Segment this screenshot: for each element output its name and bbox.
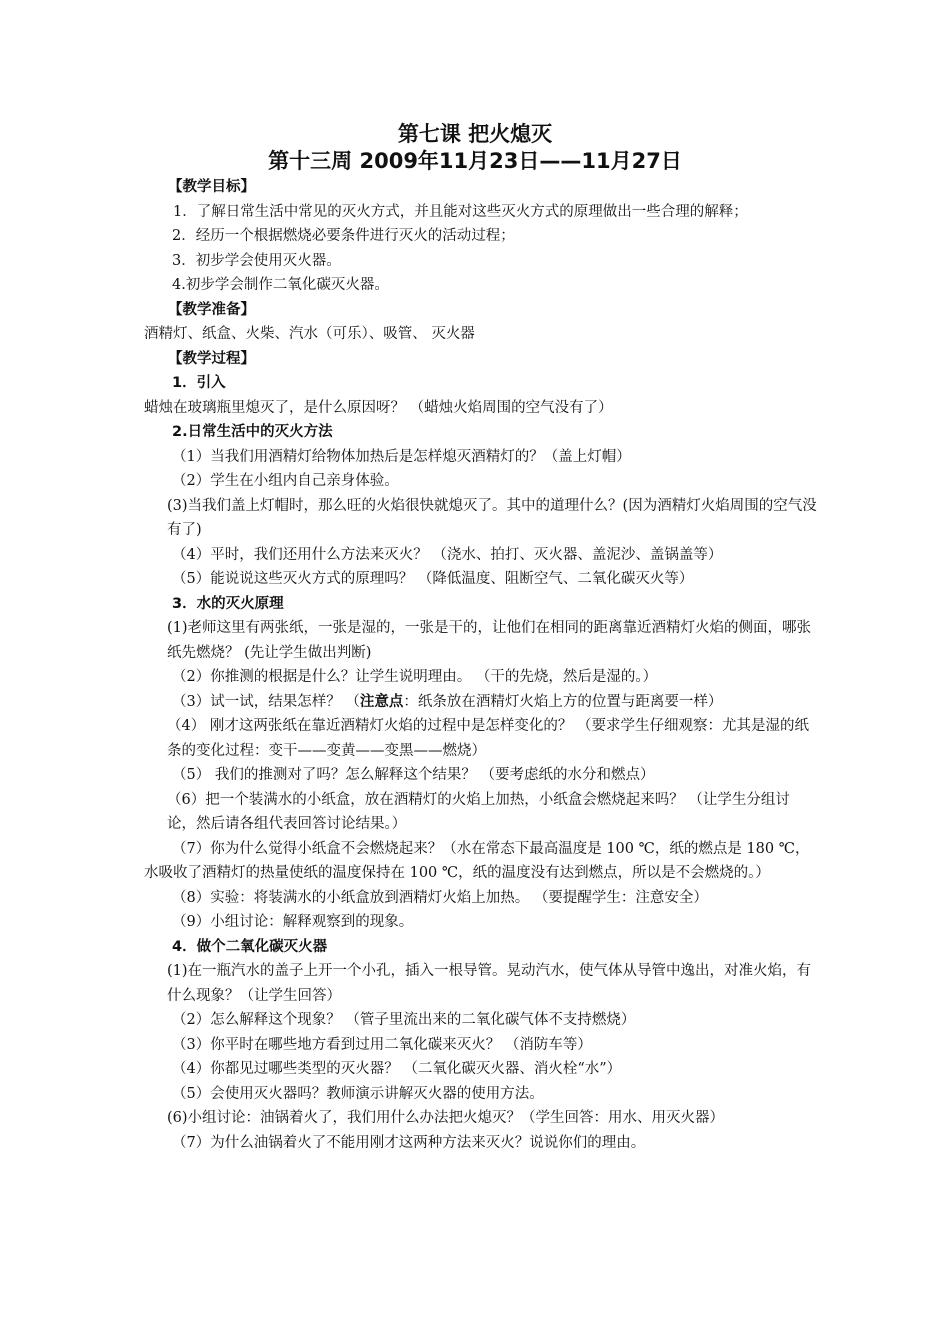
step-item: （5） 我们的推测对了吗？怎么解释这个结果？ （要考虑纸的水分和燃点） xyxy=(172,767,655,783)
step-item xyxy=(172,690,812,715)
section-header: 3．水的灭火原理 xyxy=(172,595,284,612)
section-header: 2.日常生活中的灭火方法 xyxy=(172,424,333,440)
goal-item: 1．了解日常生活中常见的灭火方式，并且能对这些灭火方式的原理做出一些合理的解释； xyxy=(173,203,748,220)
step-item: （5）能说说这些灭火方式的原理吗？ （降低温度、阻断空气、二氧化碳灭火等） xyxy=(172,571,694,587)
step-item: （3）你平时在哪些地方看到过用二氧化碳来灭火？ （消防车等） xyxy=(172,1036,592,1053)
goals-header: 【教学目标】 xyxy=(168,179,255,195)
step-item: （2）学生在小组内自己亲身体验。 xyxy=(172,473,399,489)
step-item: （8）实验：将装满水的小纸盒放到酒精灯火焰上加热。 （要提醒学生：注意安全） xyxy=(172,889,708,906)
step-item: (3)当我们盖上灯帽时，那么旺的火焰很快就熄灭了。其中的道理什么？(因为酒精灯火焰周围的空气没有了) xyxy=(167,497,817,538)
section-text: 蜡烛在玻璃瓶里熄灭了，是什么原因呀？ （蜡烛火焰周围的空气没有了） xyxy=(144,399,613,416)
prep-text: 酒精灯、纸盒、火柴、汽水（可乐）、吸管、 灭火器 xyxy=(144,326,475,342)
step-text: （3）试一试，结果怎样？ （ xyxy=(172,693,360,710)
step-item: (1)老师这里有两张纸，一张是湿的，一张是干的，让他们在相同的距离靠近酒精灯火焰的侧面，哪张纸先燃烧？ (先让学生做出判断) xyxy=(167,620,812,661)
step-item: （7）为什么油锅着火了不能用刚才这两种方法来灭火？说说你们的理由。 xyxy=(172,1134,646,1151)
goal-item: 2．经历一个根据燃烧必要条件进行灭火的活动过程； xyxy=(172,228,515,244)
step-item: （4）你都见过哪些类型的灭火器？ （二氧化碳灭火器、消火栓“水”） xyxy=(172,1061,622,1077)
step-item: （7）你为什么觉得小纸盒不会燃烧起来？（水在常态下最高温度是 100 ℃，纸的燃点是 180 ℃，水吸收了酒精灯的热量使纸的温度保持在 100 ℃，纸的温度没有达到燃点，所以是不会燃烧的。） xyxy=(144,840,810,881)
lesson-body xyxy=(144,175,817,1155)
step-item: （2）你推测的根据是什么？让学生说明理由。 （干的先烧，然后是湿的。） xyxy=(172,669,658,685)
step-item: （9）小组讨论：解释观察到的现象。 xyxy=(172,914,414,930)
section-header: 1．引入 xyxy=(172,375,226,391)
goal-item: 3．初步学会使用灭火器。 xyxy=(172,252,341,269)
lesson-title: 第七课 把火熄灭 xyxy=(397,122,553,146)
step-item: （5）会使用灭火器吗？教师演示讲解灭火器的使用方法。 xyxy=(172,1085,544,1102)
step-text: ：纸条放在酒精灯火焰上方的位置与距离要一样） xyxy=(403,693,723,710)
step-item: （4） 刚才这两张纸在靠近酒精灯火焰的过程中是怎样变化的？ （要求学生仔细观察：尤其是湿的纸条的变化过程：变干——变黄——变黑——燃烧） xyxy=(167,718,809,759)
step-item: (1)在一瓶汽水的盖子上开一个小孔，插入一根导管。晃动汽水，使气体从导管中逸出，对准火焰，有什么现象？（让学生回答） xyxy=(167,963,812,1004)
section-header: 4．做个二氧化碳灭火器 xyxy=(172,938,328,955)
goal-item: 4.初步学会制作二氧化碳灭火器。 xyxy=(172,277,389,293)
note-label: 注意点 xyxy=(359,692,404,710)
prep-header: 【教学准备】 xyxy=(168,301,255,318)
step-item: （1）当我们用酒精灯给物体加热后是怎样熄灭酒精灯的？（盖上灯帽） xyxy=(172,448,631,465)
process-header: 【教学过程】 xyxy=(168,350,255,367)
lesson-schedule: 第十三周 2009年11月23日——11月27日 xyxy=(268,149,682,173)
step-item: （6）把一个装满水的小纸盒，放在酒精灯的火焰上加热，小纸盒会燃烧起来吗？ （让学生分组讨论，然后请各组代表回答讨论结果。） xyxy=(167,791,790,832)
step-item: (6)小组讨论：油锅着火了，我们用什么办法把火熄灭？（学生回答：用水、用灭火器） xyxy=(167,1110,725,1126)
step-item: （2）怎么解释这个现象？ （管子里流出来的二氧化碳气体不支持燃烧） xyxy=(172,1012,636,1028)
step-item: （4）平时，我们还用什么方法来灭火？ （浇水、拍打、灭火器、盖泥沙、盖锅盖等） xyxy=(172,546,723,563)
